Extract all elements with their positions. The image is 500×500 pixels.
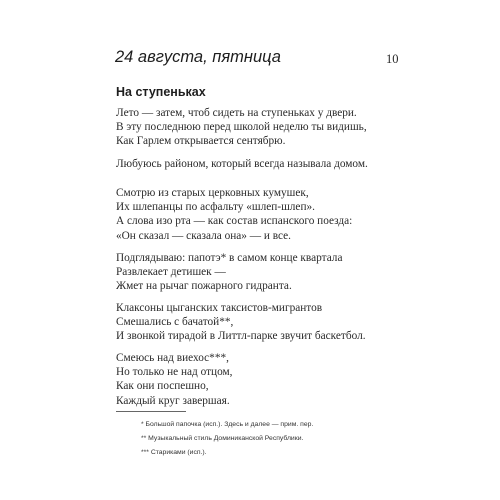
page-number: 10 [386,52,399,66]
poem-line: Как они поспешно, [116,380,209,393]
stanza-6 [116,351,233,408]
footnote-3: *** Стариками (исп.). [141,449,207,456]
poem-line: «Он сказал — сказала она» — и все. [116,229,292,242]
stanza-2 [116,157,368,171]
poem-line: Смотрю из старых церковных кумушек, [116,187,309,199]
poem-line: Лето — затем, чтоб сидеть на ступеньках у двери. [116,107,357,119]
poem-line: А слова изо рта — как состав испанского поезда: [116,215,353,228]
stanza-1 [116,106,367,149]
footnote-2: ** Музыкальный стиль Доминиканской Республики. [141,435,304,442]
poem-line: Любуюсь районом, который всегда называла домом. [116,158,368,170]
poem-line: Жмет на рычаг пожарного гидранта. [116,280,292,293]
footnote-1: * Большой папочка (исп.). Здесь и далее — прим. пер. [141,421,314,428]
footnote-divider [116,411,186,412]
poem-line: В эту последнюю перед школой неделю ты видишь, [116,121,367,134]
stanza-4 [116,251,342,294]
poem-line: Смеюсь над виехос***, [116,352,229,364]
poem-line: Развлекает детишек — [116,266,226,279]
poem-line: Как Гарлем открывается сентябрю. [116,135,286,148]
stanza-3 [116,186,352,243]
poem-line: Но только не над отцом, [116,366,233,379]
poem-line: Смешались с бачатой**, [116,316,234,329]
poem-line: Их шлепанцы по асфальту «шлеп-шлеп». [116,201,315,214]
poem-line: Клаксоны цыганских таксистов-мигрантов [116,302,323,314]
running-header-date: 24 августа, пятница [115,48,281,66]
stanza-5 [116,301,366,344]
poem-line: И звонкой тирадой в Литтл-парке звучит баскетбол. [116,330,366,343]
poem-line: Каждый круг завершая. [116,394,230,407]
poem-title: На ступеньках [116,85,206,99]
poem-line: Подглядываю: папотэ* в самом конце квартала [116,252,343,264]
